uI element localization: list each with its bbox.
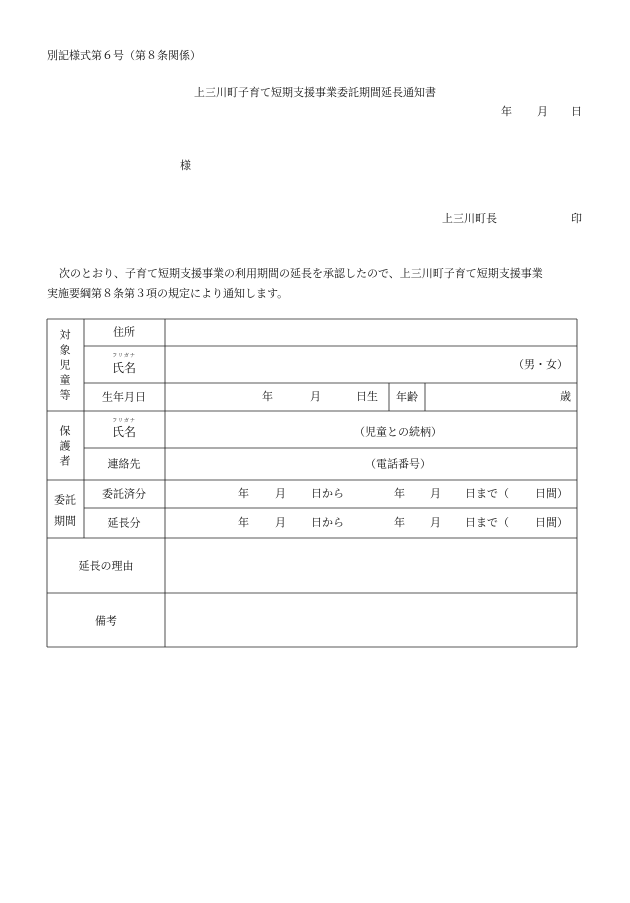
done-start-day: 日から	[311, 487, 344, 500]
extend-end-year: 年	[394, 516, 405, 529]
gender-field: （男・女）	[513, 358, 568, 371]
period-group-label-2: 期間	[54, 514, 76, 528]
age-unit: 歳	[560, 390, 571, 403]
done-period-label: 委託済分	[102, 487, 146, 501]
done-end-month: 月	[430, 487, 441, 500]
phone-field: （電話番号）	[365, 457, 431, 471]
extend-day-count: 日間）	[535, 516, 568, 529]
child-name-furigana: フリガナ	[112, 353, 136, 359]
date-day: 日	[571, 105, 582, 118]
done-start-month: 月	[275, 487, 286, 500]
form-number: 別記様式第６号（第８条関係）	[47, 49, 201, 62]
guardian-name-furigana: フリガナ	[112, 418, 136, 424]
done-end-year: 年	[394, 487, 405, 500]
body-text-line-2: 実施要綱第８条第３項の規定により通知します。	[47, 287, 289, 300]
birth-month-unit: 月	[310, 390, 321, 403]
seal-mark: 印	[571, 212, 582, 225]
guardian-relation-field: （児童との続柄）	[354, 425, 442, 439]
guardian-name-label: 氏名	[111, 425, 137, 439]
period-group-label-1: 委託	[54, 493, 76, 507]
guardian-group-label: 保護者	[59, 424, 71, 468]
extend-end-day: 日まで（	[465, 516, 509, 529]
birthdate-label: 生年月日	[102, 390, 146, 404]
reason-label: 延長の理由	[78, 559, 134, 573]
done-start-year: 年	[238, 487, 249, 500]
child-name-label: 氏名	[111, 361, 137, 375]
done-day-count: 日間）	[535, 487, 568, 500]
extend-start-month: 月	[275, 516, 286, 529]
birth-year-unit: 年	[262, 390, 273, 403]
done-end-day: 日まで（	[465, 487, 509, 500]
document-title: 上三川町子育て短期支援事業委託期間延長通知書	[194, 86, 436, 99]
date-month: 月	[537, 105, 548, 118]
remarks-label: 備考	[95, 614, 117, 628]
date-year: 年	[501, 105, 512, 118]
age-label: 年齢	[396, 390, 418, 404]
extend-end-month: 月	[430, 516, 441, 529]
contact-label: 連絡先	[107, 457, 141, 471]
extend-start-day: 日から	[311, 516, 344, 529]
issuer-name: 上三川町長	[442, 212, 497, 225]
addressee-honorific: 様	[180, 159, 191, 172]
extend-start-year: 年	[238, 516, 249, 529]
child-group-label: 対象児童等	[59, 328, 71, 402]
body-text-line-1: 次のとおり、子育て短期支援事業の利用期間の延長を承認したので、上三川町子育て短期支援事業	[59, 267, 543, 280]
birth-day-unit: 日生	[356, 390, 378, 403]
address-label: 住所	[113, 325, 135, 339]
extension-period-label: 延長分	[107, 516, 141, 530]
